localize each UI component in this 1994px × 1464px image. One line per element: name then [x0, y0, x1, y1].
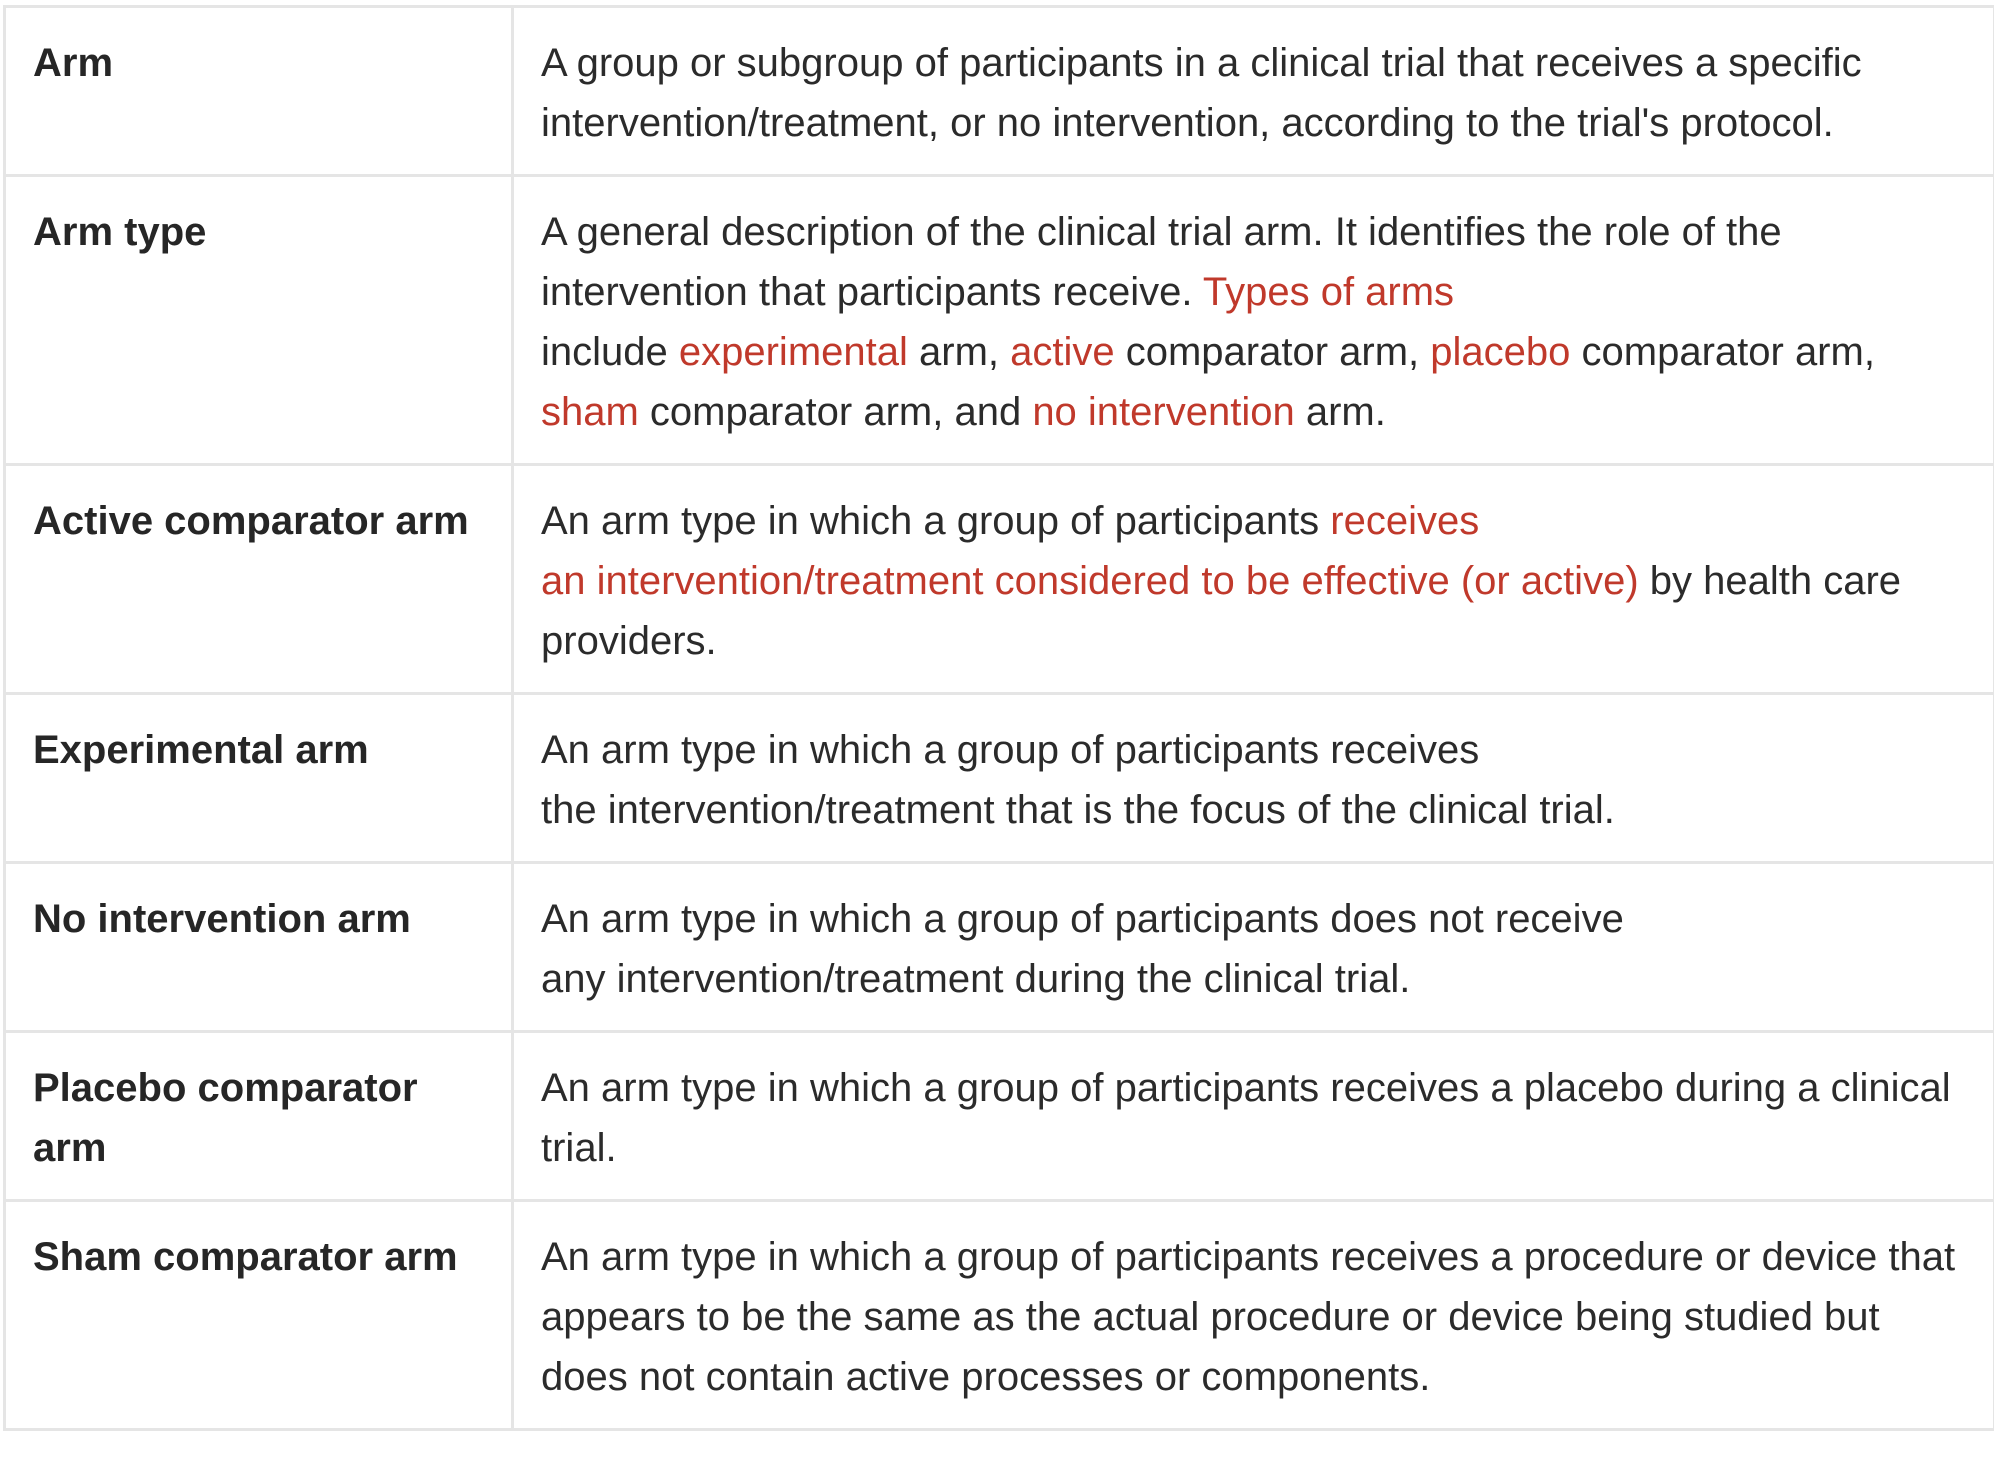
definition-cell	[513, 465, 1994, 694]
term-cell: Arm	[5, 7, 513, 176]
definition-text: comparator arm, and	[638, 390, 1033, 434]
term-cell: Active comparator arm	[5, 465, 513, 694]
table-row	[5, 1032, 1994, 1201]
highlighted-term-link[interactable]: sham	[541, 390, 639, 434]
glossary-body	[5, 7, 1994, 1430]
table-row	[5, 1201, 1994, 1430]
term-cell: Experimental arm	[5, 694, 513, 863]
highlighted-term-link[interactable]: placebo	[1430, 330, 1571, 374]
table-row	[5, 176, 1994, 465]
definition-text: A group or subgroup of participants in a clinical trial that receives a specific intervention/treatment, or no intervention, according to the trial's protocol.	[541, 41, 1862, 145]
table-row	[5, 694, 1994, 863]
definition-text: An arm type in which a group of participants does not receive	[541, 897, 1624, 941]
definition-text: comparator arm,	[1570, 330, 1875, 374]
table-row	[5, 863, 1994, 1032]
highlighted-term-link[interactable]: experimental	[678, 330, 908, 374]
definition-cell	[513, 1201, 1994, 1430]
definition-text: comparator arm,	[1114, 330, 1431, 374]
term-cell: Arm type	[5, 176, 513, 465]
definition-cell	[513, 863, 1994, 1032]
definition-text: arm,	[907, 330, 1011, 374]
definition-cell	[513, 176, 1994, 465]
highlighted-term-link[interactable]: no intervention	[1032, 390, 1295, 434]
definition-cell	[513, 7, 1994, 176]
definition-text: A general description of the clinical trial arm. It identifies the role of the intervention that participants receive.	[541, 210, 1782, 314]
definition-text: include	[541, 330, 679, 374]
highlighted-term-link[interactable]: an intervention/treatment considered to be effective (or active)	[541, 559, 1639, 603]
definition-text: An arm type in which a group of participants receives a placebo during a clinical trial.	[541, 1066, 1951, 1170]
definition-text: arm.	[1294, 390, 1386, 434]
definition-text: the intervention/treatment that is the focus of the clinical trial.	[541, 788, 1615, 832]
definition-cell	[513, 1032, 1994, 1201]
highlighted-term-link[interactable]: active	[1010, 330, 1115, 374]
term-cell: Sham comparator arm	[5, 1201, 513, 1430]
term-cell: Placebo comparator arm	[5, 1032, 513, 1201]
highlighted-term-link[interactable]: receives	[1330, 499, 1480, 543]
definition-text: An arm type in which a group of participants	[541, 499, 1331, 543]
definition-text: An arm type in which a group of participants receives a procedure or device that appears to be the same as the actual procedure or device being studied but does not contain active processes or components.	[541, 1235, 1956, 1399]
table-row	[5, 7, 1994, 176]
definition-text: An arm type in which a group of participants receives	[541, 728, 1480, 772]
glossary-table	[3, 5, 1994, 1431]
definition-text: by health care providers.	[541, 559, 1902, 663]
table-row	[5, 465, 1994, 694]
definition-cell	[513, 694, 1994, 863]
term-cell: No intervention arm	[5, 863, 513, 1032]
definition-text: any intervention/treatment during the clinical trial.	[541, 957, 1411, 1001]
highlighted-term-link[interactable]: Types of arms	[1202, 270, 1455, 314]
